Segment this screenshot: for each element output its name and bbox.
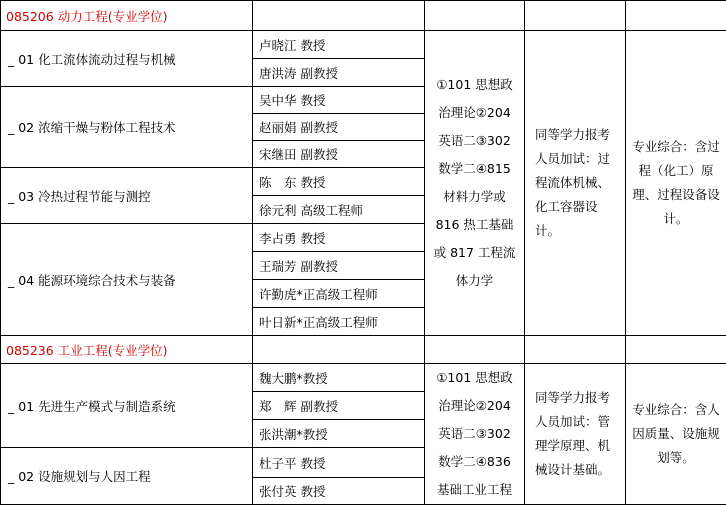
table-row (1, 364, 726, 392)
empty-cell (425, 336, 525, 364)
empty-cell (525, 1, 626, 31)
table-row (1, 31, 726, 59)
remarks: 专业综合：含人因质量、设施规划等。 (626, 364, 726, 505)
empty-cell (425, 1, 525, 31)
teacher: 卢晓江 教授 (253, 31, 425, 59)
major-header-row (1, 1, 726, 31)
empty-cell (626, 1, 726, 31)
extra-exam: 同等学力报考人员加试：管理学原理、机械设计基础。 (525, 364, 626, 505)
teacher: 张洪潮*教授 (253, 420, 425, 448)
empty-cell (626, 336, 726, 364)
teacher: 宋继田 副教授 (253, 141, 425, 168)
major-title: 085236 工业工程(专业学位) (1, 336, 253, 364)
teacher: 郑 辉 副教授 (253, 392, 425, 420)
extra-exam: 同等学力报考人员加试：过程流体机械、化工容器设计。 (525, 31, 626, 336)
direction-name: _ 01 化工流体流动过程与机械 (1, 31, 253, 87)
remarks: 专业综合：含过程（化工）原理、过程设备设计。 (626, 31, 726, 336)
teacher: 赵丽娟 副教授 (253, 114, 425, 141)
teacher: 吴中华 教授 (253, 87, 425, 114)
teacher: 唐洪涛 副教授 (253, 59, 425, 87)
teacher: 王瑞芳 副教授 (253, 252, 425, 280)
teacher: 许勤虎*正高级工程师 (253, 280, 425, 308)
major-header-row (1, 336, 726, 364)
empty-cell (525, 336, 626, 364)
exam-subjects: ①101 思想政治理论②204 英语二③302 数学二④836 基础工业工程 (425, 364, 525, 505)
empty-cell (253, 336, 425, 364)
direction-name: _ 01 先进生产模式与制造系统 (1, 364, 253, 448)
teacher: 魏大鹏*教授 (253, 364, 425, 392)
teacher: 李占勇 教授 (253, 224, 425, 252)
empty-cell (253, 1, 425, 31)
direction-name: _ 03 冷热过程节能与测控 (1, 168, 253, 224)
teacher: 徐元利 高级工程师 (253, 196, 425, 224)
teacher: 张付英 教授 (253, 478, 425, 505)
teacher: 杜子平 教授 (253, 448, 425, 478)
direction-name: _ 02 浓缩干燥与粉体工程技术 (1, 87, 253, 168)
major-title: 085206 动力工程(专业学位) (1, 1, 253, 31)
direction-name: _ 02 设施规划与人因工程 (1, 448, 253, 505)
teacher: 陈 东 教授 (253, 168, 425, 196)
teacher: 叶日新*正高级工程师 (253, 308, 425, 336)
exam-subjects: ①101 思想政治理论②204 英语二③302 数学二④815 材料力学或 816 热工基础或 817 工程流体力学 (425, 31, 525, 336)
direction-name: _ 04 能源环境综合技术与装备 (1, 224, 253, 336)
